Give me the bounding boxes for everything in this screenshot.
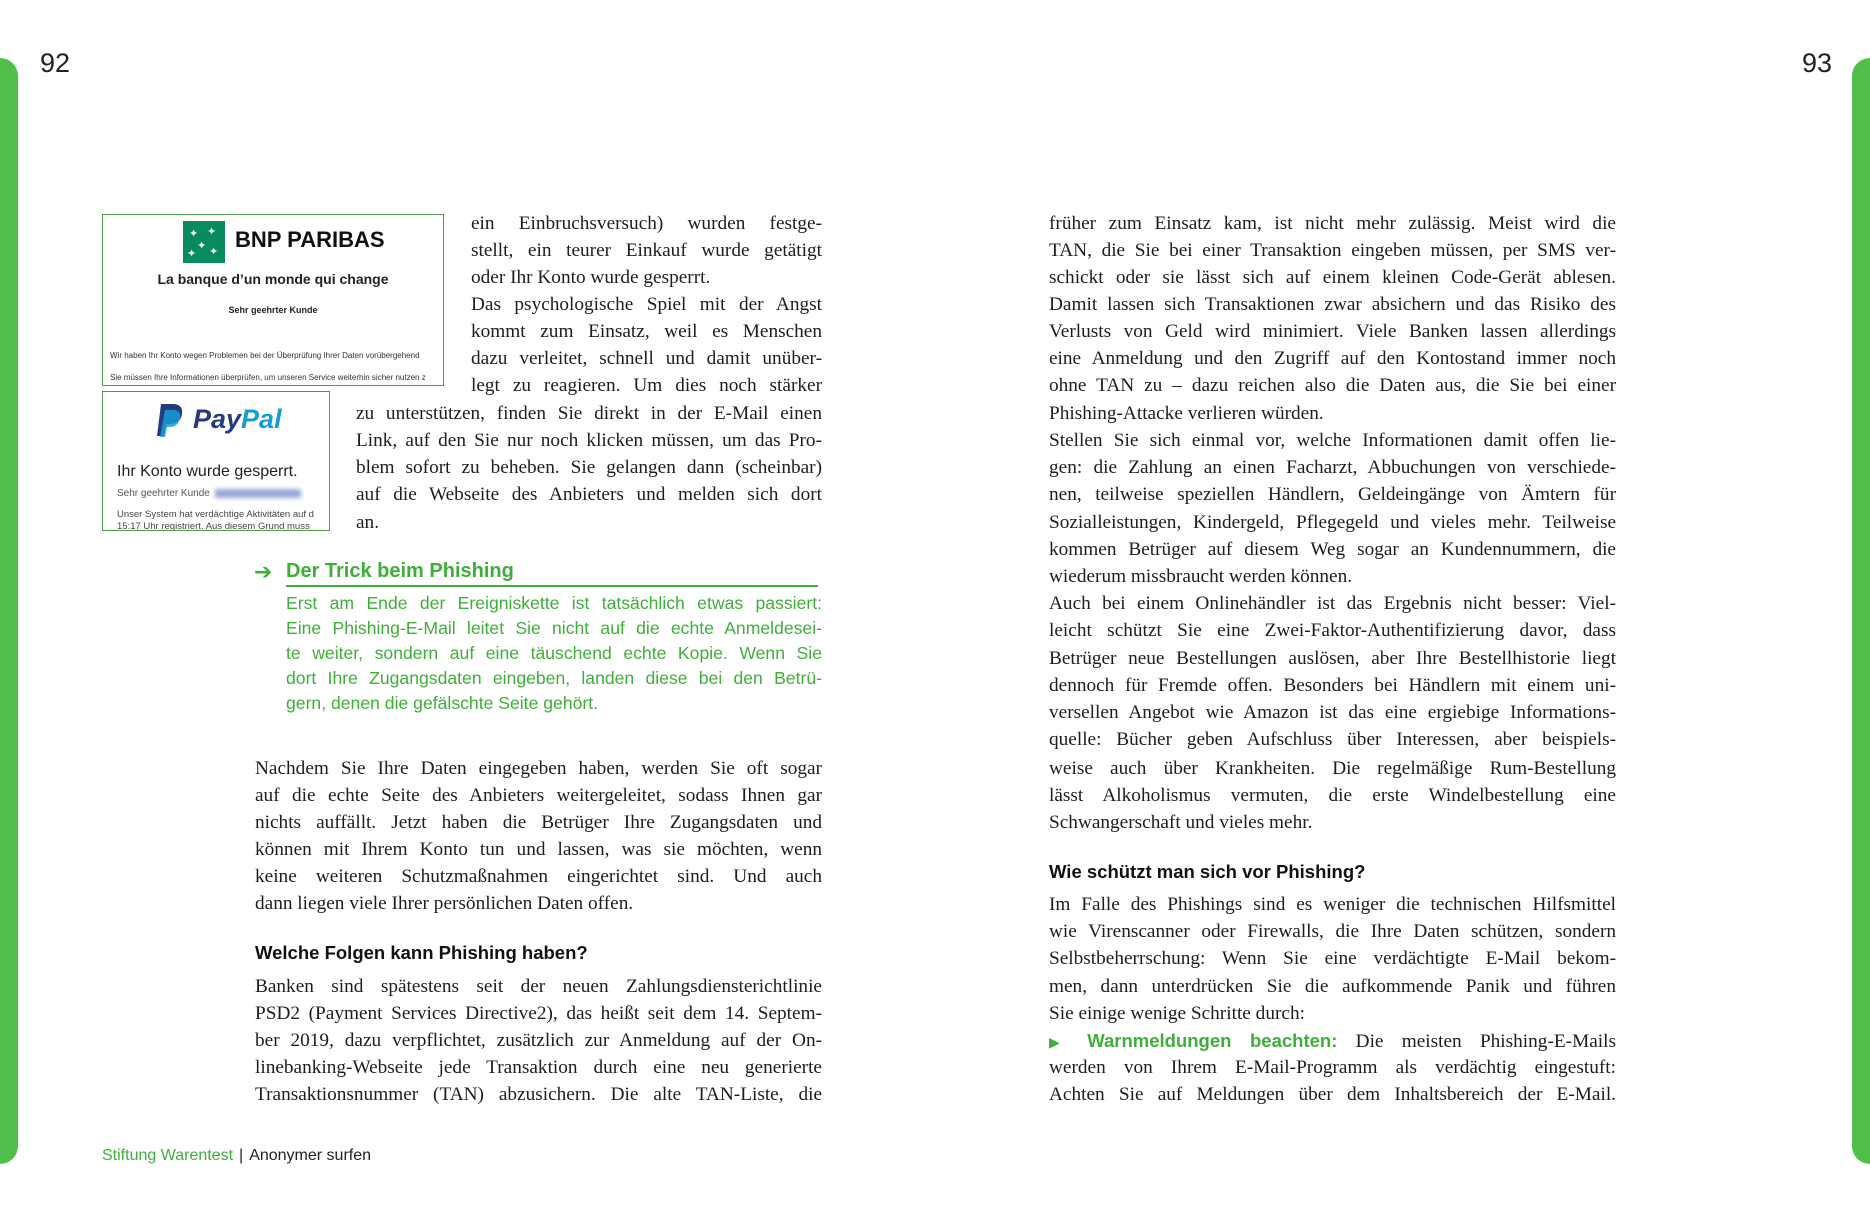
triangle-bullet-icon: ▶ xyxy=(1049,1035,1074,1051)
text-line: Achten Sie auf Meldungen über dem Inhaltsbereich der E-Mail. xyxy=(1049,1084,1616,1105)
section-heading-protection: Wie schützt man sich vor Phishing? xyxy=(1049,861,1366,882)
text-line: versellen Angebot wie Amazon ist das eine ergiebige Informations- xyxy=(1049,702,1616,723)
text-line: dennoch für Fremde offen. Besonders bei Händlern mit einem uni- xyxy=(1049,675,1616,696)
arrow-right-icon: ➔ xyxy=(254,560,273,585)
text-line: Im Falle des Phishings sind es weniger die technischen Hilfsmittel xyxy=(1049,894,1616,915)
text-line: Stellen Sie sich einmal vor, welche Informationen damit offen lie- xyxy=(1049,430,1616,451)
paypal-greeting: Sehr geehrter Kunde xyxy=(117,488,301,499)
text-line: leicht schützt Sie eine Zwei-Faktor-Authentifizierung davor, dass xyxy=(1049,620,1616,641)
right-page-number: 93 xyxy=(1801,48,1832,78)
paypal-body-line: Unser System hat verdächtige Aktivitäten auf d xyxy=(117,509,314,520)
tip-divider xyxy=(286,585,818,587)
text-line: linebanking-Webseite jede Transaktion durch eine neu generierte xyxy=(255,1057,822,1078)
bnp-tagline: La banque d’un monde qui change xyxy=(157,271,389,287)
text-line: auf die Webseite des Anbieters und melden sich dort xyxy=(356,484,822,505)
text-line: wie Virenscanner oder Firewalls, die Ihre Daten schützen, sondern xyxy=(1049,921,1616,942)
text-line: dann liegen viele Ihrer persönlichen Daten offen. xyxy=(255,893,634,914)
text-line: lässt Alkoholismus vermuten, die erste Windelbestellung eine xyxy=(1049,785,1616,806)
text-line: nichts auffällt. Jetzt haben die Betrüger Ihre Zugangsdaten und xyxy=(255,812,822,833)
text-line: stellt, ein teurer Einkauf wurde getätigt xyxy=(471,240,822,261)
text-line: ber 2019, dazu verpflichtet, zusätzlich zur Anmeldung auf der On- xyxy=(255,1030,822,1051)
text-line: Transaktionsnummer (TAN) abzusichern. Die alte TAN-Liste, die xyxy=(255,1084,822,1105)
text-line: oder Ihr Konto wurde gesperrt. xyxy=(471,267,711,288)
text-line: Sie einige wenige Schritte durch: xyxy=(1049,1003,1305,1024)
text-line: Auch bei einem Onlinehändler ist das Ergebnis nicht besser: Viel- xyxy=(1049,593,1616,614)
tip-text-line: gern, denen die gefälschte Seite gehört. xyxy=(286,693,599,713)
bnp-greeting: Sehr geehrter Kunde xyxy=(228,305,318,315)
left-page-accent-bar xyxy=(0,58,18,1164)
tip-text-line: Erst am Ende der Ereigniskette ist tatsächlich etwas passiert: xyxy=(286,593,822,613)
text-line: gen: die Zahlung an einen Facharzt, Abbuchungen von verschiede- xyxy=(1049,457,1616,478)
text-line: kommt zum Einsatz, weil es Menschen xyxy=(471,321,822,342)
text-line: legt zu reagieren. Um dies noch stärker xyxy=(471,375,822,396)
left-page-number: 92 xyxy=(40,48,71,78)
bullet-label: Warnmeldungen beachten: xyxy=(1087,1030,1338,1051)
text-line: PSD2 (Payment Services Directive2), das heißt seit dem 14. Septem- xyxy=(255,1003,822,1024)
paypal-email-title: Ihr Konto wurde gesperrt. xyxy=(117,463,298,480)
text-line: Nachdem Sie Ihre Daten eingegeben haben, werden Sie oft sogar xyxy=(255,758,822,779)
paypal-logo-icon xyxy=(155,402,185,438)
text-line: nen, teilweise speziellen Händlern, Geldeingänge von Ämtern für xyxy=(1049,484,1616,505)
text-line: Damit lassen sich Transaktionen zwar absichern und das Risiko des xyxy=(1049,294,1616,315)
paypal-brand-name: PayPal xyxy=(193,404,282,434)
bnp-logo-icon: ✦ ✦ ✦ ✦ ✦ xyxy=(183,221,225,263)
bnp-phishing-email-image xyxy=(102,214,444,386)
tip-title: Der Trick beim Phishing xyxy=(286,560,514,582)
text-line: Betrüger neue Bestellungen auslösen, aber Ihre Bestellhistorie liegt xyxy=(1049,648,1616,669)
text-line: Schwangerschaft und vieles mehr. xyxy=(1049,812,1313,833)
text-line: keine weiteren Schutzmaßnahmen eingerichtet sind. Und auch xyxy=(255,866,822,887)
section-heading-consequences: Welche Folgen kann Phishing haben? xyxy=(255,942,588,963)
text-line: kommen Betrüger auf diesem Weg sogar an Kundennummern, die xyxy=(1049,539,1616,560)
text-line: quelle: Bücher geben Aufschluss über Interessen, aber beispiels- xyxy=(1049,729,1616,750)
text-line: früher zum Einsatz kam, ist nicht mehr zulässig. Meist wird die xyxy=(1049,213,1616,234)
bnp-brand-name: BNP PARIBAS xyxy=(235,227,385,252)
text-line: Sozialleistungen, Kindergeld, Pflegegeld und vieles mehr. Teilweise xyxy=(1049,512,1616,533)
bnp-body-line: Sie müssen Ihre Informationen überprüfen, um unseren Service weiterhin sicher nutzen z xyxy=(110,373,426,382)
text-line: TAN, die Sie bei einer Transaktion eingeben müssen, per SMS ver- xyxy=(1049,240,1616,261)
text-line: zu unterstützen, finden Sie direkt in der E-Mail einen xyxy=(356,403,822,424)
right-page-accent-bar xyxy=(1852,58,1870,1164)
page-footer xyxy=(102,1147,371,1165)
text-line: an. xyxy=(356,512,380,533)
footer-brand: Stiftung Warentest xyxy=(102,1147,234,1164)
footer-separator: | xyxy=(239,1147,244,1164)
text-line: Banken sind spätestens seit der neuen Zahlungsdiensterichtlinie xyxy=(255,976,822,997)
text-line: Selbstbeherrschung: Wenn Sie eine verdächtigte E-Mail bekom- xyxy=(1049,948,1616,969)
text-line: ein Einbruchsversuch) wurden festge- xyxy=(471,213,822,234)
tip-text-line: te weiter, sondern auf eine täuschend echte Kopie. Wenn Sie xyxy=(286,643,822,663)
text-line: wiederum missbraucht werden können. xyxy=(1049,566,1353,587)
tip-text-line: Eine Phishing-E-Mail leitet Sie nicht auf die echte Anmeldesei- xyxy=(286,618,822,638)
text-line: Link, auf den Sie nur noch klicken müssen, um das Pro- xyxy=(356,430,822,451)
text-line: dazu verleitet, schnell und damit unüber- xyxy=(471,348,822,369)
paypal-body-line: 15:17 Uhr registriert. Aus diesem Grund muss xyxy=(117,521,310,531)
text-line: eine Anmeldung und den Zugriff auf den Kontostand immer noch xyxy=(1049,348,1616,369)
text-line: men, dann unterdrücken Sie die aufkommende Panik und führen xyxy=(1049,976,1616,997)
tip-text-line: dort Ihre Zugangsdaten eingeben, landen diese bei den Betrü- xyxy=(286,668,822,688)
text-line: ohne TAN zu – dazu reichen also die Daten aus, die Sie bei einer xyxy=(1049,375,1616,396)
text-line: werden von Ihrem E-Mail-Programm als verdächtig eingestuft: xyxy=(1049,1057,1616,1078)
text-line: auf die echte Seite des Anbieters weitergeleitet, sodass Ihnen gar xyxy=(255,785,822,806)
bnp-body-line: Wir haben Ihr Konto wegen Problemen bei der Überprüfung Ihrer Daten vorübergehend xyxy=(110,351,420,360)
footer-book-title: Anonymer surfen xyxy=(249,1147,372,1164)
text-line: blem sofort zu beheben. Sie gelangen dann (scheinbar) xyxy=(356,457,822,478)
bullet-first-line: ▶ Warnmeldungen beachten: Die meisten Phishing-E-Mails xyxy=(1049,1030,1616,1052)
text-line: Verlusts von Geld wird minimiert. Viele Banken lassen allerdings xyxy=(1049,321,1616,342)
text-line: Das psychologische Spiel mit der Angst xyxy=(471,294,822,315)
paypal-phishing-email-image xyxy=(102,391,330,531)
blurred-email-address xyxy=(215,489,301,498)
text-line: weise auch über Krankheiten. Die regelmäßige Rum-Bestellung xyxy=(1049,758,1616,779)
text-line: können mit Ihrem Konto tun und lassen, was sie möchten, wenn xyxy=(255,839,822,860)
text-line: schickt oder sie lässt sich auf einem kleinen Code-Gerät ablesen. xyxy=(1049,267,1616,288)
text-line: Phishing-Attacke verlieren würden. xyxy=(1049,403,1324,424)
